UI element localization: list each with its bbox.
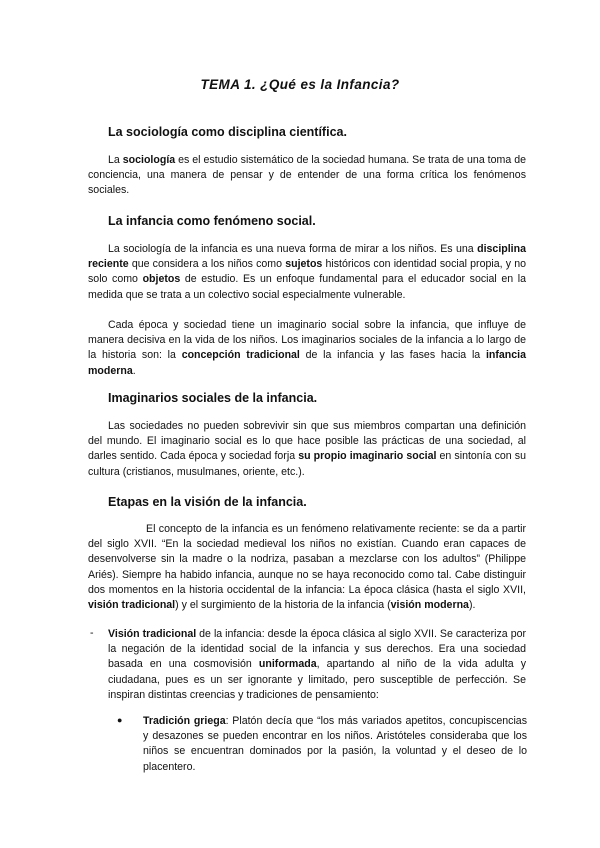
page-title: TEMA 1. ¿Qué es la Infancia? xyxy=(200,77,400,92)
section-heading-etapas: Etapas en la visión de la infancia. xyxy=(108,495,307,509)
paragraph: La sociología es el estudio sistemático de la sociedad humana. Se trata de una toma de conciencia, una manera de pensar y de entender de una forma crítica los fenómenos sociales. xyxy=(88,154,526,197)
paragraph: Las sociedades no pueden sobrevivir sin que sus miembros compartan una definición del mundo. El imaginario social es lo que hace posible las prácticas de una sociedad, al darles sentido. Cada época y sociedad forja su propio imaginario social en sintonía con su cultura (cristianos, musulmanes, oriente, etc.). xyxy=(88,420,526,478)
bullet-marker: ● xyxy=(117,715,123,725)
bullet-item-text: Tradición griega: Platón decía que “los más variados apetitos, concupiscencias y desazones se pueden encontrar en los niños. Aristóteles consideraba que los niños se encuentran dominados por la pasión, la voluntad y el deseo de lo placentero. xyxy=(143,715,527,773)
list-marker: - xyxy=(90,627,94,639)
section-heading-infancia-fenomeno: La infancia como fenómeno social. xyxy=(108,214,316,228)
paragraph: La sociología de la infancia es una nueva forma de mirar a los niños. Es una disciplina reciente que considera a los niños como sujetos históricos con identidad social propia, y no solo como objetos de estudio. Es un enfoque fundamental para el educador social en la medida que se trata a un colectivo social especialmente vulnerable. xyxy=(88,243,526,301)
list-item-text: Visión tradicional de la infancia: desde la época clásica al siglo XVII. Se caracteriza por la negación de la identidad social de la infancia y sus derechos. Era una sociedad basada en una cosmovisión uniformada, apartando al niño de la vida adulta y ciudadana, pues es un ser ignorante y limitado, pero susceptible de perfección. Se inspiran distintas creencias y tradiciones de pensamiento: xyxy=(108,628,527,701)
section-heading-imaginarios: Imaginarios sociales de la infancia. xyxy=(108,391,318,405)
paragraph: Cada época y sociedad tiene un imaginario social sobre la infancia, que influye de manera decisiva en la vida de los niños. Los imaginarios sociales de la infancia a lo largo de la historia son: la concepción tradicional de la infancia y las fases hacia la infancia moderna. xyxy=(88,319,526,377)
section-heading-sociologia: La sociología como disciplina científica. xyxy=(108,125,347,139)
paragraph: El concepto de la infancia es un fenómeno relativamente reciente: se da a partir del siglo XVII. “En la sociedad medieval los niños no existían. Cuando eran capaces de desenvolverse sin la madre o la nodriza, pasaban a mezclarse con los adultos” (Philippe Ariés). Siempre ha habido infancia, aunque no se haya reconocido como tal. Cabe distinguir dos momentos en la historia occidental de la infancia: La época clásica (hasta el siglo XVII, visión tradicional) y el surgimiento de la historia de la infancia (visión moderna). xyxy=(88,523,526,612)
